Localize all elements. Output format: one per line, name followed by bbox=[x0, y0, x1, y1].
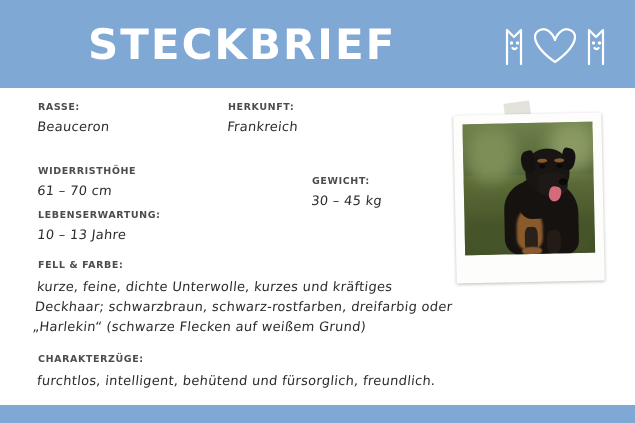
field-charakterzuege-value: furchtlos, intelligent, behütend und fürsorglich, freundlich. bbox=[36, 374, 437, 389]
field-lebenserwartung bbox=[38, 210, 161, 243]
field-rasse bbox=[38, 102, 110, 135]
field-widerristhoehe-label: WIDERRISTHÖHE bbox=[38, 166, 137, 177]
field-herkunft bbox=[228, 102, 299, 135]
field-widerristhoehe bbox=[38, 166, 136, 199]
field-charakterzuege-label: CHARAKTERZÜGE: bbox=[38, 354, 144, 365]
field-fell-farbe-value: kurze, feine, dichte Unterwolle, kurzes und kräftiges Deckhaar; schwarzbraun, schwarz-rostfarben, dreifarbig oder „Harlekin“ (schwarze Flecken auf weißem Grund) bbox=[31, 280, 454, 336]
field-gewicht-label: GEWICHT: bbox=[312, 176, 370, 187]
field-fell-farbe-label: FELL & FARBE: bbox=[38, 260, 124, 271]
content-area bbox=[0, 88, 635, 423]
page-title: STECKBRIEF bbox=[88, 20, 397, 69]
field-herkunft-value: Frankreich bbox=[226, 120, 299, 135]
field-lebenserwartung-value: 10 – 13 Jahre bbox=[36, 228, 127, 243]
polaroid-frame bbox=[453, 112, 604, 283]
field-charakterzuege bbox=[38, 354, 518, 392]
field-gewicht bbox=[312, 176, 383, 209]
field-rasse-label: RASSE: bbox=[38, 102, 80, 113]
field-widerristhoehe-value: 61 – 70 cm bbox=[36, 184, 113, 199]
dog-photo bbox=[462, 122, 595, 256]
field-fell-farbe bbox=[31, 260, 458, 338]
field-rasse-value: Beauceron bbox=[36, 120, 111, 135]
two-cats-heart-doodle-icon bbox=[497, 16, 613, 68]
field-lebenserwartung-label: LEBENSERWARTUNG: bbox=[38, 210, 161, 221]
field-herkunft-label: HERKUNFT: bbox=[228, 102, 295, 113]
field-gewicht-value: 30 – 45 kg bbox=[310, 194, 383, 209]
footer-band bbox=[0, 405, 635, 423]
header-band bbox=[0, 0, 635, 88]
